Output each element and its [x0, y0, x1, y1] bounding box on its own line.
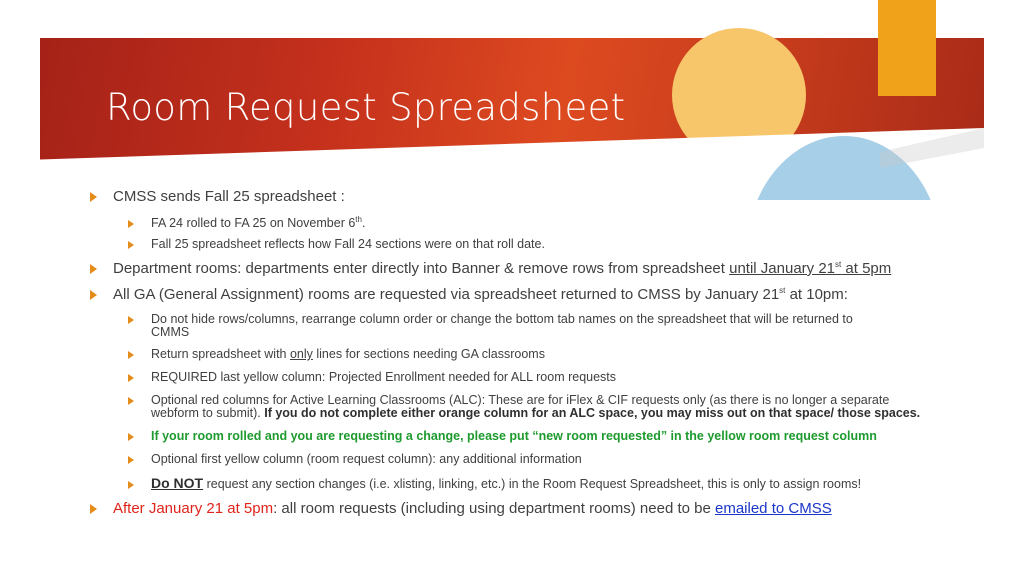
bullet-all-ga-rooms — [90, 286, 848, 303]
bold-warning: If you do not complete either orange column for an ALC space, you may miss out on that space/ those spaces. — [264, 406, 921, 420]
deadline-underlined — [729, 260, 891, 277]
bullet-arrow-icon — [90, 290, 97, 300]
bullet-fall25-reflects — [128, 237, 545, 251]
superscript: st — [835, 260, 842, 269]
bullet-text-end: request any section changes (i.e. xlisting, linking, etc.) in the Room Request Spreadsheet, this is only to assign rooms! — [203, 477, 862, 491]
bullet-fa24-rolled — [128, 215, 365, 230]
bullet-optional-red-columns-cont — [151, 406, 920, 420]
bullet-department-rooms — [90, 260, 891, 277]
bullet-text: Return spreadsheet with — [151, 347, 290, 361]
deadline-date: until January 21 — [729, 260, 836, 277]
bullet-required-column — [128, 370, 616, 384]
bullet-arrow-icon — [90, 192, 97, 202]
bullet-arrow-icon — [128, 433, 134, 441]
bullet-text: Do not hide rows/columns, rearrange column order or change the bottom tab names on the spreadsheet that will be returned to — [151, 312, 853, 326]
bullet-text-end: at 10pm: — [785, 286, 848, 303]
deadline-time: at 5pm — [841, 260, 892, 277]
bullet-cmss-sends — [90, 188, 345, 205]
bullet-do-not-request — [128, 475, 861, 491]
bullet-arrow-icon — [128, 481, 134, 489]
bullet-text: Department rooms: departments enter directly into Banner & remove rows from spreadsheet — [113, 260, 730, 277]
bullet-arrow-icon — [128, 316, 134, 324]
bullet-do-not-hide — [128, 312, 853, 326]
bullet-text: All GA (General Assignment) rooms are requested via spreadsheet returned to CMSS by January 21 — [113, 286, 780, 303]
bullet-text: Fall 25 spreadsheet reflects how Fall 24 sections were on that roll date. — [151, 237, 545, 251]
bullet-arrow-icon — [90, 264, 97, 274]
bullet-arrow-icon — [128, 220, 134, 228]
bullet-arrow-icon — [128, 397, 134, 405]
superscript: th — [355, 215, 362, 224]
bullet-arrow-icon — [128, 351, 134, 359]
bullet-do-not-hide-cont: CMMS — [151, 325, 190, 339]
underlined-only: only — [289, 347, 313, 361]
bullet-arrow-icon — [128, 241, 134, 249]
bullet-text: webform to submit). — [151, 406, 265, 420]
bullet-room-rolled-change — [128, 429, 877, 443]
bullet-arrow-icon — [128, 456, 134, 464]
bullet-text: REQUIRED last yellow column: Projected Enrollment needed for ALL room requests — [151, 370, 617, 384]
bullet-text: : all room requests (including using department rooms) need to be — [273, 500, 715, 517]
bullet-text: Optional red columns for Active Learning Classrooms (ALC): These are for iFlex & CIF requests only (as there is no longer a separate — [151, 393, 890, 407]
red-deadline: After January 21 at 5pm — [113, 500, 274, 517]
emailed-to-cmss-link[interactable]: emailed to CMSS — [715, 500, 832, 517]
bullet-text: If your room rolled and you are requesting a change, please put “new room requested” in the yellow room request column — [151, 429, 877, 443]
bullet-text: Optional first yellow column (room request column): any additional information — [151, 452, 582, 466]
bullet-optional-red-columns — [128, 393, 889, 407]
bullet-text-end: . — [361, 216, 366, 231]
bullet-optional-first-yellow — [128, 452, 582, 466]
bullet-arrow-icon — [128, 374, 134, 382]
page-title: Room Request Spreadsheet — [106, 86, 626, 129]
bullet-text-end: lines for sections needing GA classrooms — [312, 347, 545, 361]
bullet-return-spreadsheet — [128, 347, 545, 361]
bullet-arrow-icon — [90, 504, 97, 514]
do-not-emphasis: Do NOT — [151, 475, 204, 491]
superscript: st — [779, 286, 786, 295]
bullet-text: FA 24 rolled to FA 25 on November 6 — [151, 216, 356, 231]
bullet-after-january — [90, 500, 832, 517]
decorative-orange-rect — [878, 0, 936, 96]
bullet-text: CMSS sends Fall 25 spreadsheet : — [113, 188, 345, 205]
